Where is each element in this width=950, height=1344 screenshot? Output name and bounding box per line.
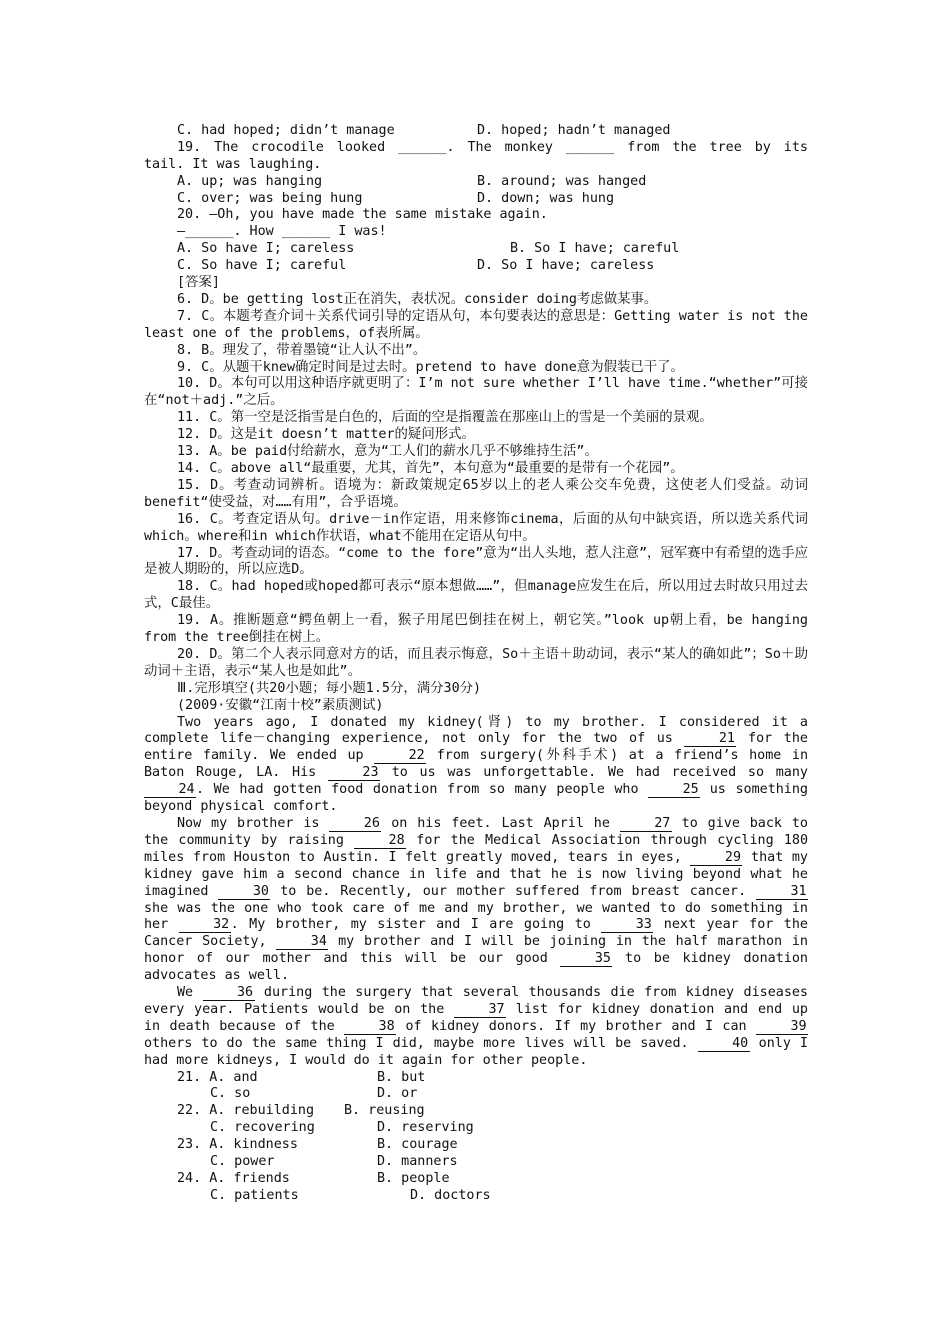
passage-text: others to do the same thing I did, maybe more lives will be saved. bbox=[144, 1035, 698, 1051]
q24-option-a: 24. A. friends bbox=[177, 1170, 290, 1186]
q19-stem-line2: tail. It was laughing. bbox=[144, 156, 322, 172]
blank-36: 36 bbox=[203, 986, 255, 1001]
passage-text: from surgery(外科手术) at a friend’s home in Baton Rouge, LA. His bbox=[144, 748, 809, 781]
blank-35: 35 bbox=[560, 952, 612, 967]
answer-6: 6. D。be getting lost正在消失，表状况。consider doing考虑做某事。 bbox=[177, 291, 658, 307]
passage-text: Two years ago, I donated my kidney(肾) to my brother. I considered it a complete life－changing experience, not only for the two of us bbox=[144, 714, 808, 747]
q23-option-d: D. manners bbox=[377, 1154, 458, 1170]
answer-15: 15. D。考查动词辨析。语境为：新政策规定65岁以上的老人乘公交车免费，这使老人们受益。动词benefit“使受益，对……有用”，合乎语境。 bbox=[144, 477, 808, 510]
q22-option-a: 22. A. rebuilding bbox=[177, 1103, 315, 1119]
q24-option-d: D. doctors bbox=[410, 1187, 491, 1203]
blank-37: 37 bbox=[454, 1003, 506, 1018]
passage-text: for the Medical Association through cycling 180 miles from Houston to Austin. I felt greatly moved, tears in eyes, bbox=[144, 832, 809, 865]
answer-9: 9. C。从题干knew确定时间是过去时。pretend to have done意为假装已干了。 bbox=[177, 359, 684, 375]
q24-options-ab bbox=[144, 1171, 808, 1188]
passage-text: to be kidney donation advocates as well. bbox=[144, 951, 808, 984]
q24-option-c: C. patients bbox=[210, 1187, 299, 1203]
passage-text: . My brother, my sister and I are going to bbox=[230, 917, 602, 933]
blank-22: 22 bbox=[374, 749, 426, 764]
blank-27: 27 bbox=[620, 817, 672, 832]
q23-option-c: C. power bbox=[210, 1154, 275, 1170]
q20-option-b: B. So I have; careful bbox=[510, 241, 680, 257]
q22-option-c: C. recovering bbox=[210, 1120, 315, 1136]
blank-31: 31 bbox=[756, 885, 808, 900]
blank-30: 30 bbox=[218, 885, 270, 900]
blank-28: 28 bbox=[354, 834, 406, 849]
blank-25: 25 bbox=[648, 783, 700, 798]
passage-text: for the entire family. We ended up bbox=[144, 731, 808, 764]
q24-options-cd bbox=[144, 1188, 808, 1205]
blank-26: 26 bbox=[329, 817, 381, 832]
q23-option-a: 23. A. kindness bbox=[177, 1137, 298, 1153]
answer-10: 10. D。本句可以用这种语序就更明了：I’m not sure whether I’ll have time.“whether”可接在“not＋adj.”之后。 bbox=[144, 376, 808, 409]
answer-8: 8. B。理发了，带着墨镜“让人认不出”。 bbox=[177, 342, 427, 358]
passage-text: list for kidney donation and end up in death because of the bbox=[144, 1001, 808, 1034]
q19-options-ab bbox=[144, 174, 808, 191]
q20-stem-line2: —______. How ______ I was! bbox=[177, 224, 387, 240]
document-page bbox=[144, 123, 808, 1205]
blank-39: 39 bbox=[756, 1020, 808, 1035]
passage-text: of kidney donors. If my brother and I can bbox=[396, 1018, 756, 1034]
q18-option-d: D. hoped; hadn’t managed bbox=[477, 123, 671, 138]
q21-options-ab bbox=[144, 1070, 808, 1087]
q19-option-d: D. down; was hung bbox=[477, 190, 615, 206]
q19-option-c: C. over; was being hung bbox=[177, 190, 363, 206]
blank-23: 23 bbox=[328, 766, 380, 781]
q18-option-c: C. had hoped; didn’t manage bbox=[177, 123, 395, 138]
q19-options-cd bbox=[144, 191, 808, 208]
passage-text: my brother and I will be joining in the half marathon in honor of our mother and this will be our good bbox=[144, 934, 808, 967]
passage-text: us something beyond physical comfort. bbox=[144, 782, 808, 815]
passage-paragraph-2 bbox=[144, 816, 808, 985]
q23-options-ab bbox=[144, 1137, 808, 1154]
q20-options-ab bbox=[144, 241, 808, 258]
answer-heading: [答案] bbox=[177, 275, 220, 291]
passage-text: to us was unforgettable. We had received so many bbox=[379, 765, 808, 781]
passage-text: We bbox=[177, 985, 203, 1001]
answer-12: 12. D。这是it doesn’t matter的疑问形式。 bbox=[177, 427, 475, 443]
answer-7: 7. C。本题考查介词＋关系代词引导的定语从句，本句要表达的意思是：Getting water is not the least one of the problems，of表所属。 bbox=[144, 308, 808, 341]
answer-11: 11. C。第一空是泛指雪是白色的，后面的空是指覆盖在那座山上的雪是一个美丽的景观。 bbox=[177, 410, 713, 426]
passage-paragraph-1 bbox=[144, 715, 808, 816]
passage-text: she was the one who took care of me and my brother, we wanted to do something in her bbox=[144, 900, 808, 933]
blank-38: 38 bbox=[344, 1020, 396, 1035]
blank-24: 24 bbox=[144, 783, 196, 798]
answer-20: 20. D。第二个人表示同意对方的话，而且表示悔意，So＋主语＋助动词，表示“某人的确如此”；So＋助动词＋主语，表示“某人也是如此”。 bbox=[144, 646, 808, 679]
passage-text: next year for the Cancer Society, bbox=[144, 917, 808, 950]
blank-21: 21 bbox=[684, 732, 736, 747]
q22-options-cd bbox=[144, 1120, 808, 1137]
passage-paragraph-3 bbox=[144, 985, 808, 1070]
q22-option-d: D. reserving bbox=[377, 1120, 474, 1136]
q22-options-ab bbox=[144, 1103, 808, 1120]
blank-29: 29 bbox=[690, 851, 742, 866]
q21-options-cd bbox=[144, 1086, 808, 1103]
q22-option-b: B. reusing bbox=[344, 1103, 425, 1119]
q21-option-d: D. or bbox=[377, 1086, 418, 1102]
q19-option-a: A. up; was hanging bbox=[177, 173, 323, 189]
q23-options-cd bbox=[144, 1154, 808, 1171]
passage-text: to be. Recently, our mother suffered from breast cancer. bbox=[270, 883, 757, 899]
blank-40: 40 bbox=[698, 1037, 750, 1052]
answer-19: 19. A。推断题意“鳄鱼朝上一看，猴子用尾巴倒挂在树上，朝它笑。”look up朝上看，be hanging from the tree倒挂在树上。 bbox=[144, 613, 808, 646]
q20-option-c: C. So have I; careful bbox=[177, 258, 347, 274]
q21-option-b: B. but bbox=[377, 1069, 426, 1085]
q21-option-c: C. so bbox=[210, 1086, 251, 1102]
q20-stem-line1: 20. —Oh, you have made the same mistake again. bbox=[177, 207, 548, 223]
passage-text: only I had more kidneys, I would do it again for other people. bbox=[144, 1035, 808, 1068]
passage-text: during the surgery that several thousands die from kidney diseases every year. Patients would be on the bbox=[144, 985, 808, 1017]
q18-options-cd bbox=[144, 123, 808, 140]
passage-text: that my kidney gave him a second chance in life and that he is now living beyond what he imagined bbox=[144, 849, 808, 899]
q20-option-a: A. So have I; careless bbox=[177, 241, 355, 257]
answer-17: 17. D。考查动词的语态。“come to the fore”意为“出人头地，惹人注意”，冠军赛中有希望的选手应是被人期盼的，所以应选D。 bbox=[144, 545, 808, 578]
q19-stem-line1: 19. The crocodile looked ______. The monkey ______ from the tree by its bbox=[177, 139, 808, 155]
q20-option-d: D. So I have; careless bbox=[477, 258, 655, 274]
blank-32: 32 bbox=[179, 918, 231, 933]
passage-text: on his feet. Last April he bbox=[381, 815, 620, 831]
answer-13: 13. A。be paid付给薪水，意为“工人们的薪水几乎不够维持生活”。 bbox=[177, 444, 598, 460]
passage-text: to give back to the community by raising bbox=[144, 815, 808, 848]
q24-option-b: B. people bbox=[377, 1170, 450, 1186]
blank-33: 33 bbox=[601, 918, 653, 933]
q23-option-b: B. courage bbox=[377, 1137, 458, 1153]
section-title: Ⅲ.完形填空(共20小题；每小题1.5分，满分30分) bbox=[177, 680, 482, 696]
q20-options-cd bbox=[144, 258, 808, 275]
q19-option-b: B. around; was hanged bbox=[477, 173, 647, 189]
answer-16: 16. C。考查定语从句。drive－in作定语，用来修饰cinema，后面的从句中缺宾语，所以选关系代词which。where和in which作状语，what不能用在定语从句中。 bbox=[144, 511, 808, 544]
answer-14: 14. C。above all“最重要，尤其，首先”，本句意为“最重要的是带有一个花园”。 bbox=[177, 460, 684, 476]
passage-text: Now my brother is bbox=[177, 815, 330, 831]
section-source: (2009·安徽“江南十校”素质测试) bbox=[177, 697, 384, 713]
q21-option-a: 21. A. and bbox=[177, 1069, 258, 1085]
blank-34: 34 bbox=[276, 935, 328, 950]
passage-text: . We had gotten food donation from so many people who bbox=[196, 782, 649, 798]
answer-18: 18. C。had hoped或hoped都可表示“原本想做……”，但manage应发生在后，所以用过去时故只用过去式，C最佳。 bbox=[144, 579, 808, 612]
